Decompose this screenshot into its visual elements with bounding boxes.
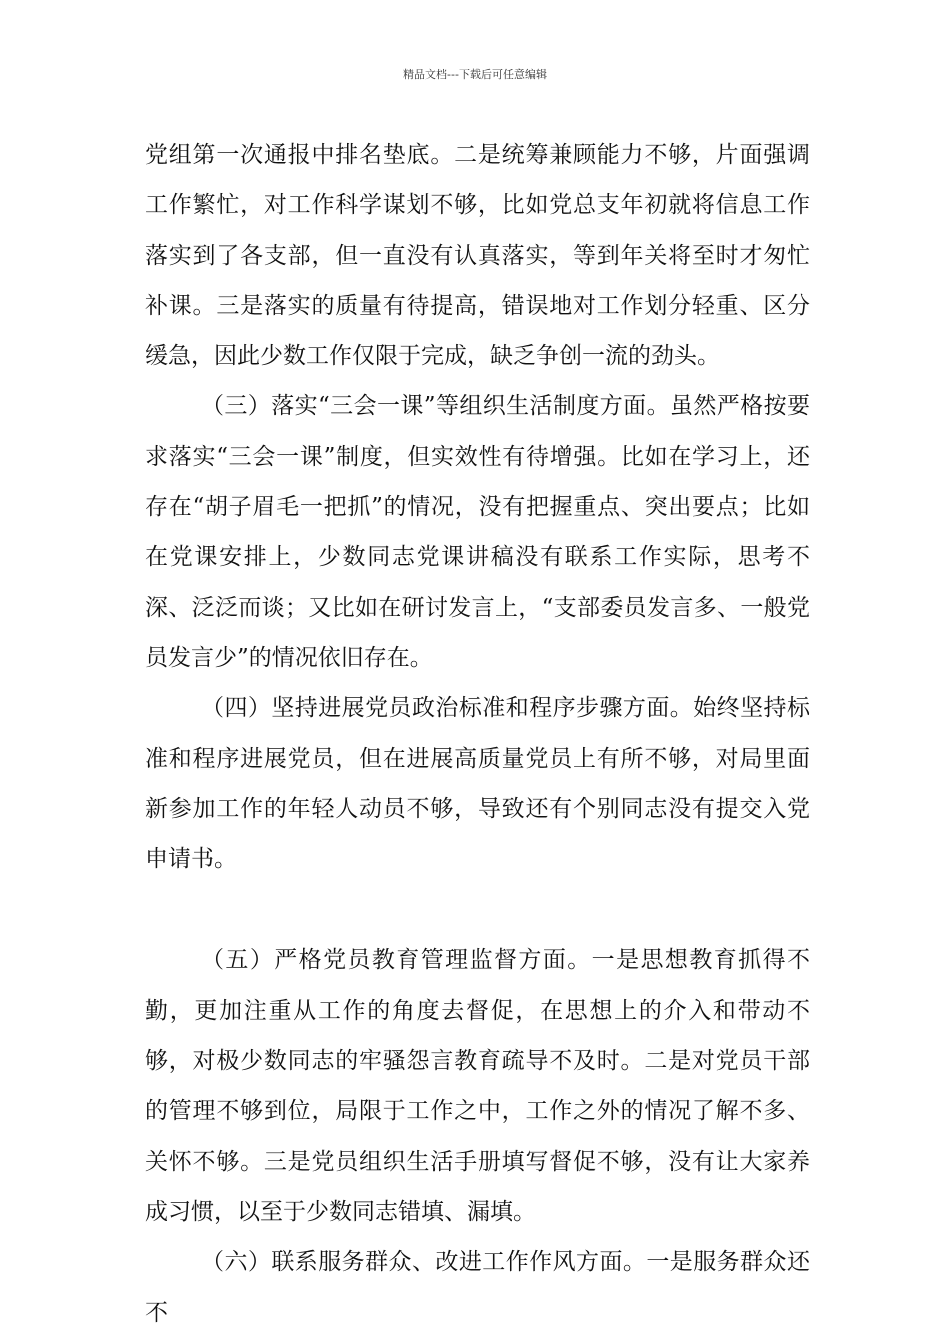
- page-header: 精品文档---下载后可任意编辑: [403, 68, 547, 81]
- paragraph-section-3: （三）落实“三会一课”等组织生活制度方面。虽然严格按要求落实“三会一课”制度，但实效性有待增强。比如在学习上，还存在“胡子眉毛一把抓”的情况，没有把握重点、突出要点；比如在党课安排上，少数同志党课讲稿没有联系工作实际，思考不深、泛泛而谈；又比如在研讨发言上，“支部委员发言多、一般党员发言少”的情况依旧存在。: [145, 393, 810, 671]
- paragraph-section-4: （四）坚持进展党员政治标准和程序步骤方面。始终坚持标准和程序进展党员，但在进展高质量党员上有所不够，对局里面新参加工作的年轻人动员不够，导致还有个别同志没有提交入党申请书。: [145, 695, 810, 873]
- paragraph-continued: 党组第一次通报中排名垫底。二是统筹兼顾能力不够，片面强调工作繁忙，对工作科学谋划不够，比如党总支年初就将信息工作落实到了各支部，但一直没有认真落实，等到年关将至时才匆忙补课。三是落实的质量有待提高，错误地对工作划分轻重、区分缓急，因此少数工作仅限于完成，缺乏争创一流的劲头。: [145, 142, 810, 370]
- paragraph-section-5: （五）严格党员教育管理监督方面。一是思想教育抓得不勤，更加注重从工作的角度去督促，在思想上的介入和带动不够，对极少数同志的牢骚怨言教育疏导不及时。二是对党员干部的管理不够到位，局限于工作之中，工作之外的情况了解不多、关怀不够。三是党员组织生活手册填写督促不够，没有让大家养成习惯，以至于少数同志错填、漏填。: [145, 947, 810, 1225]
- document-body: [145, 130, 810, 1338]
- paragraph-section-6: （六）联系服务群众、改进工作作风方面。一是服务群众还不: [145, 1249, 810, 1326]
